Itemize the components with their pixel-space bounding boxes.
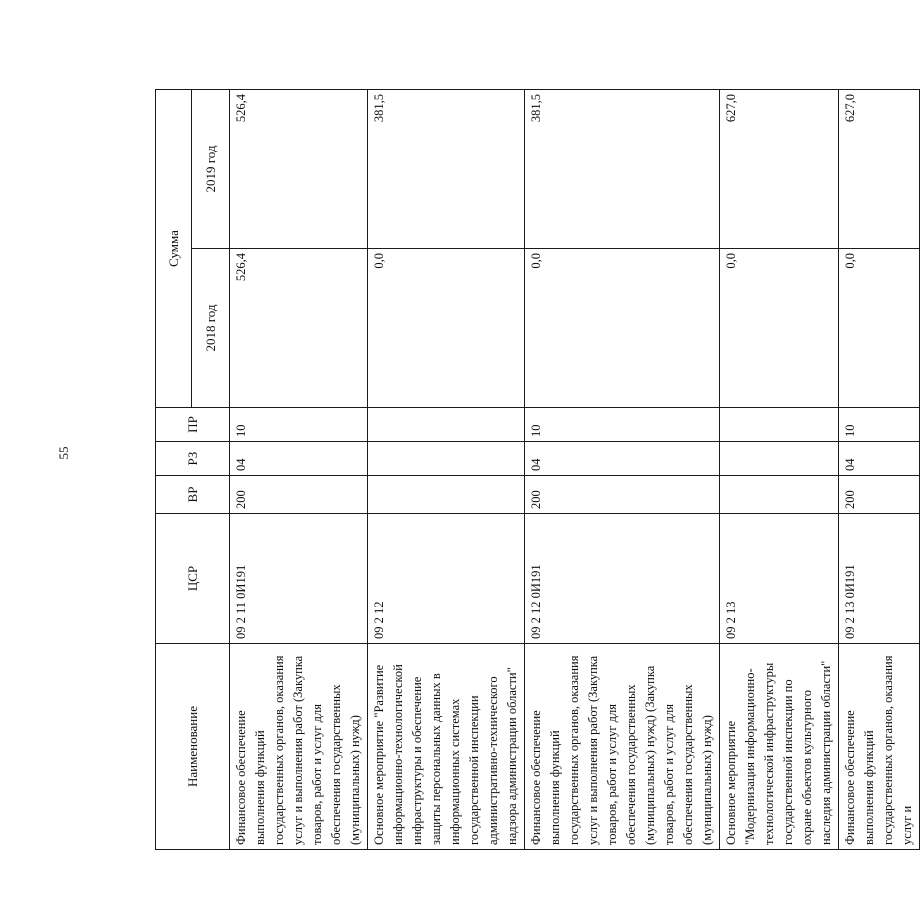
table-row (720, 90, 839, 850)
header-2018: 2018 год (192, 249, 230, 408)
row-rz: 04 (839, 442, 920, 476)
table-row (839, 90, 920, 850)
row-2019: 627,0 (839, 90, 920, 249)
row-2019: 381,5 (368, 90, 525, 249)
header-row-1 (156, 90, 192, 850)
row-pr (720, 408, 839, 442)
row-name: Основное мероприятие "Развитие информационно-технологической инфраструктуры и обеспечение защиты персональных данных в информационных системах государственной инспекции административно-технического надзора администрации области" (368, 644, 525, 850)
row-2018: 0,0 (525, 249, 720, 408)
row-rz: 04 (230, 442, 368, 476)
row-rz: 04 (525, 442, 720, 476)
row-2018: 0,0 (720, 249, 839, 408)
row-csr: 09 2 13 (720, 514, 839, 644)
header-rz: РЗ (156, 442, 230, 476)
header-2019: 2019 год (192, 90, 230, 249)
row-csr: 09 2 12 (368, 514, 525, 644)
header-pr: ПР (156, 408, 230, 442)
page-number: 55 (56, 446, 71, 460)
row-2019: 526,4 (230, 90, 368, 249)
row-2018: 526,4 (230, 249, 368, 408)
row-rz (720, 442, 839, 476)
row-2019: 381,5 (525, 90, 720, 249)
row-pr: 10 (230, 408, 368, 442)
row-vr: 200 (230, 476, 368, 514)
header-sum: Сумма (156, 90, 192, 408)
rotated-budget-table-container (155, 90, 914, 850)
row-pr: 10 (525, 408, 720, 442)
table-row (525, 90, 720, 850)
row-vr: 200 (525, 476, 720, 514)
row-vr (720, 476, 839, 514)
row-name: Основное мероприятие "Модернизация информационно-технологической инфраструктуры государственной инспекции по охране объектов культурного наследия администрации области" (720, 644, 839, 850)
row-2019: 627,0 (720, 90, 839, 249)
table-row (368, 90, 525, 850)
row-csr: 09 2 13 0И191 (839, 514, 920, 644)
header-vr: ВР (156, 476, 230, 514)
row-name: Финансовое обеспечение выполнения функций государственных органов, оказания услуг и (839, 644, 920, 850)
row-2018: 0,0 (839, 249, 920, 408)
budget-table (155, 89, 920, 850)
row-2018: 0,0 (368, 249, 525, 408)
row-csr: 09 2 11 0И191 (230, 514, 368, 644)
row-rz (368, 442, 525, 476)
row-name: Финансовое обеспечение выполнения функций государственных органов, оказания услуг и выполнения работ (Закупка товаров, работ и услуг для обеспечения государственных (муниципальных) нужд) (Закупка товаров, работ и услуг для обеспечения государственных (муниципальных) нужд) (525, 644, 720, 850)
row-vr (368, 476, 525, 514)
table-row (230, 90, 368, 850)
row-name: Финансовое обеспечение выполнения функций государственных органов, оказания услуг и выполнения работ (Закупка товаров, работ и услуг для обеспечения государственных (муниципальных) нужд) (230, 644, 368, 850)
row-csr: 09 2 12 0И191 (525, 514, 720, 644)
row-pr: 10 (839, 408, 920, 442)
row-vr: 200 (839, 476, 920, 514)
row-pr (368, 408, 525, 442)
header-name: Наименование (156, 644, 230, 850)
header-csr: ЦСР (156, 514, 230, 644)
